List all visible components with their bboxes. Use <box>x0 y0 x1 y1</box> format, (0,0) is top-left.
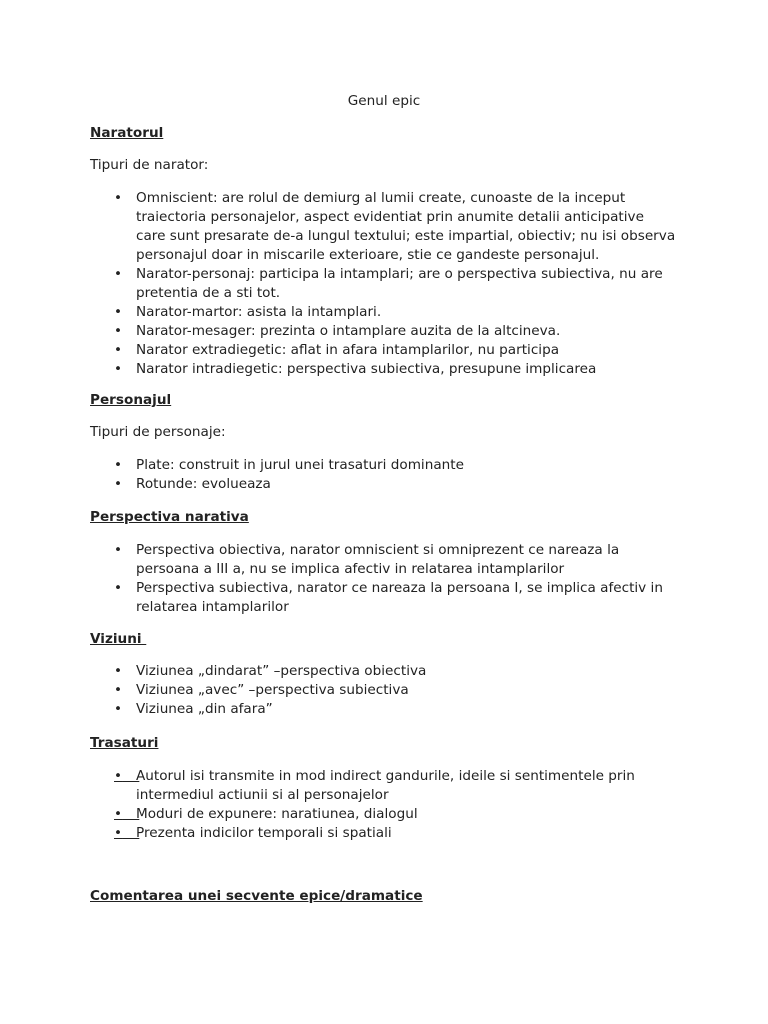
list-item-text: Narator intradiegetic: perspectiva subiectiva, presupune implicarea <box>136 361 597 377</box>
list-item-text: Narator-martor: asista la intamplari. <box>136 304 382 320</box>
heading-viziuni: Viziuni <box>90 631 147 647</box>
bullet-icon: • <box>114 323 123 339</box>
list-item <box>0 767 676 805</box>
bullet-icon: • <box>114 682 123 698</box>
bullet-icon: • <box>114 266 123 282</box>
bullet-icon: • <box>114 361 123 377</box>
heading-perspectiva-narativa: Perspectiva narativa <box>90 509 249 525</box>
list-item <box>0 456 676 475</box>
list-item <box>0 662 676 681</box>
perspectiva-list <box>0 541 768 617</box>
list-item <box>0 360 676 379</box>
bullet-icon: • <box>114 663 123 679</box>
bullet-icon: • <box>114 190 123 206</box>
heading-comentarea: Comentarea unei secvente epice/dramatice <box>90 888 423 904</box>
list-item-text: Narator-personaj: participa la intamplari; are o perspectiva subiectiva, nu are pretentia de a sti tot. <box>136 266 663 301</box>
list-item <box>0 341 676 360</box>
bullet-icon: • <box>114 701 123 717</box>
list-item-text: Narator-mesager: prezinta o intamplare auzita de la altcineva. <box>136 323 561 339</box>
list-item-text: Perspectiva obiectiva, narator omniscient si omniprezent ce nareaza la persoana a III a, nu se implica afectiv in relatarea intamplarilor <box>136 542 620 577</box>
list-item-text: Omniscient: are rolul de demiurg al lumii create, cunoaste de la inceput traiectoria personajelor, aspect evidentiat prin anumite detalii anticipative care sunt presarate de-a lungul textului; este impartial, obiectiv; nu isi observa personajul doar in miscarile exterioare, stie ce gandeste personajul. <box>136 190 676 263</box>
list-item <box>0 189 676 265</box>
list-item <box>0 824 676 843</box>
list-item-text: Prezenta indicilor temporali si spatiali <box>136 825 392 841</box>
list-item <box>0 475 676 494</box>
bullet-icon: • <box>114 476 123 492</box>
personajul-intro: Tipuri de personaje: <box>90 424 226 440</box>
list-item <box>0 541 676 579</box>
list-item <box>0 322 676 341</box>
list-item-text: Rotunde: evolueaza <box>136 476 271 492</box>
list-item-text: Narator extradiegetic: aflat in afara intamplarilor, nu participa <box>136 342 560 358</box>
naratorul-intro: Tipuri de narator: <box>90 157 209 173</box>
bullet-icon: • <box>114 806 123 822</box>
document-title: Genul epic <box>347 93 421 109</box>
bullet-icon: • <box>114 542 123 558</box>
list-item <box>0 303 676 322</box>
personajul-list <box>0 456 768 494</box>
list-item-text: Viziunea „din afara” <box>136 701 273 717</box>
trasaturi-list <box>0 767 768 843</box>
bullet-icon: • <box>114 457 123 473</box>
heading-naratorul: Naratorul <box>90 125 164 141</box>
list-item <box>0 805 676 824</box>
bullet-icon: • <box>114 825 123 841</box>
list-item <box>0 265 676 303</box>
list-item <box>0 700 676 719</box>
naratorul-list <box>0 189 768 379</box>
list-item-text: Autorul isi transmite in mod indirect gandurile, ideile si sentimentele prin intermediul actiunii si al personajelor <box>136 768 635 803</box>
viziuni-list <box>0 662 768 719</box>
list-item <box>0 579 676 617</box>
list-item-text: Perspectiva subiectiva, narator ce nareaza la persoana I, se implica afectiv in relatarea intamplarilor <box>136 580 663 615</box>
list-item-text: Plate: construit in jurul unei trasaturi dominante <box>136 457 464 473</box>
bullet-icon: • <box>114 768 123 784</box>
bullet-icon: • <box>114 342 123 358</box>
list-item <box>0 681 676 700</box>
bullet-icon: • <box>114 304 123 320</box>
list-item-text: Moduri de expunere: naratiunea, dialogul <box>136 806 418 822</box>
list-item-text: Viziunea „dindarat” –perspectiva obiectiva <box>136 663 427 679</box>
list-item-text: Viziunea „avec” –perspectiva subiectiva <box>136 682 409 698</box>
heading-trasaturi: Trasaturi <box>90 735 159 751</box>
heading-personajul: Personajul <box>90 392 172 408</box>
bullet-icon: • <box>114 580 123 596</box>
